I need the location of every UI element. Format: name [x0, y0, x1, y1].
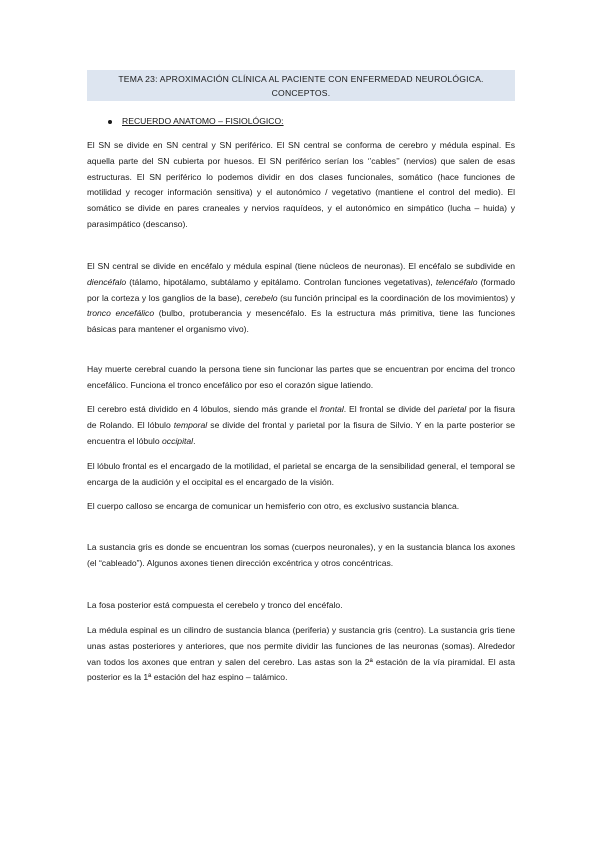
p2-text-e: (formado por la corteza y los ganglios de la base),: [87, 276, 515, 303]
paragraph-3: Hay muerte cerebral cuando la persona tiene sin funcionar las partes que se encuentran por encima del tronco encefálico. Funciona el tronco encefálico por eso el corazón sigue latiendo.: [87, 364, 515, 390]
paragraph-2: [87, 259, 515, 338]
p4-term-parietal: parietal: [438, 404, 467, 414]
p4-term-occipital: occipital: [162, 435, 194, 446]
title-line-1: TEMA 23: APROXIMACIÓN CLÍNICA AL PACIENTE CON ENFERMEDAD NEUROLÓGICA.: [118, 74, 484, 84]
p2-term-cerebelo: cerebelo: [244, 292, 278, 303]
p4-term-temporal: temporal: [173, 419, 208, 430]
p4-text-g: se divide del frontal y parietal por la fisura de Silvio. Y en la parte posterior se encuentra el lóbulo: [87, 419, 515, 446]
p2-text-g: (su función principal es la coordinación de los movimientos) y: [277, 292, 515, 303]
paragraph-9: La médula espinal es un cilindro de sustancia blanca (periferia) y sustancia gris (centro). La sustancia gris tiene unas astas posteriores y anteriores, que nos permite dividir las funciones de las neuronas (somas). Alrededor van todos los axones que entran y salen del cerebro. Las astas son la 2ª estación de la vía piramidal. El asta posterior es la 1ª estación del haz espino – talámico.: [87, 625, 515, 683]
title-banner: [87, 70, 515, 101]
p2-term-diencefalo: diencéfalo: [87, 276, 127, 287]
paragraph-6: El cuerpo calloso se encarga de comunicar un hemisferio con otro, es exclusivo sustancia blanca.: [87, 501, 460, 511]
p2-term-telencefalo: telencéfalo: [435, 276, 478, 287]
p4-text-e: por la fisura de Rolando. El lóbulo: [87, 404, 515, 430]
p4-text-c: . El frontal se divide del: [343, 404, 439, 414]
p4-text-i: .: [193, 435, 196, 446]
paragraph-4: [87, 402, 515, 449]
title-line-2: CONCEPTOS.: [271, 88, 331, 98]
p2-text-c: (tálamo, hipotálamo, subtálamo y epitálamo. Controlan funciones vegetativas),: [126, 276, 436, 287]
section-heading-text: RECUERDO ANATOMO – FISIOLÓGICO:: [122, 116, 284, 126]
paragraph-5: El lóbulo frontal es el encargado de la motilidad, el parietal se encarga de la sensibilidad general, el temporal se encarga de la audición y el occipital es el encargado de la visión.: [87, 461, 515, 487]
paragraph-8: La fosa posterior está compuesta el cerebelo y tronco del encéfalo.: [87, 600, 343, 610]
p4-text-a: El cerebro está dividido en 4 lóbulos, siendo más grande el: [87, 404, 320, 414]
p4-term-frontal: frontal: [319, 404, 344, 414]
p2-text-a: El SN central se divide en encéfalo y médula espinal (tiene núcleos de neuronas). El encéfalo se subdivide en: [87, 261, 515, 271]
paragraph-7: La sustancia gris es donde se encuentran los somas (cuerpos neuronales), y en la sustancia blanca los axones (el “cableado”). Algunos axones tienen dirección excéntrica y otros concéntricas.: [87, 542, 515, 568]
p2-text-i: (bulbo, protuberancia y mesencéfalo. Es la estructura más primitiva, tiene las funciones básicas para mantener el organismo vivo).: [87, 308, 515, 335]
paragraph-1: El SN se divide en SN central y SN periférico. El SN central se conforma de cerebro y médula espinal. Es aquella parte del SN cubierta por huesos. El SN periférico serían los ‘’cables’’ (nervios) que salen de esas estructuras. El SN periférico lo podemos dividir en dos clases funcionales, somático (hace funciones de motilidad y recoger información sensitiva) y el autonómico / vegetativo (mantiene el control del medio). El somático se divide en pares craneales y nervios raquídeos, y el autonómico en simpático (lucha – huida) y parasimpático (descanso).: [87, 140, 515, 229]
bullet-icon: [108, 120, 112, 124]
p2-term-tronco: tronco encefálico: [87, 308, 155, 319]
